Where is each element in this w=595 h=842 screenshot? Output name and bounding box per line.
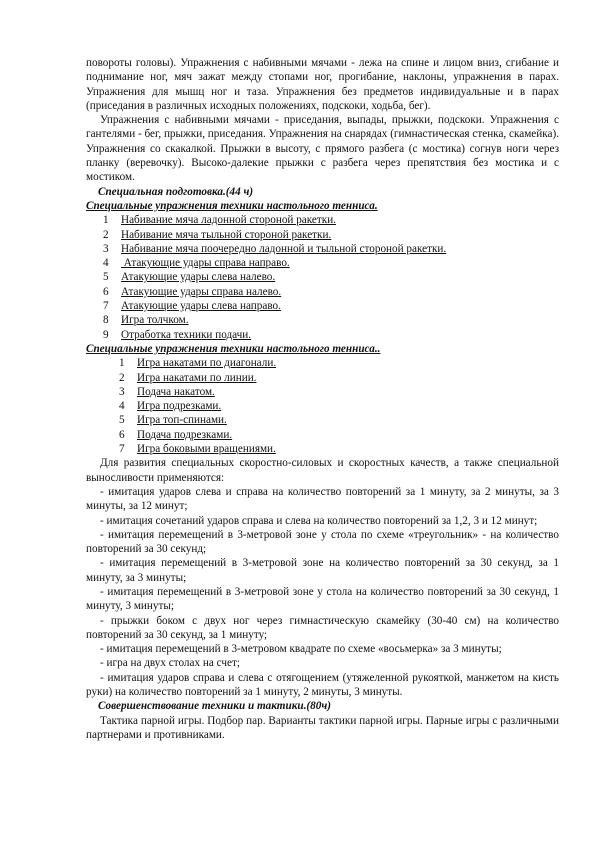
bullet-item: - имитация ударов справа и слева с отягощением (утяжеленной рукояткой, манжетом на кисть руки) на количество повторений за 1 минуту, 2 минуты, 3 минуты.: [86, 671, 559, 699]
list-number: 5: [119, 414, 125, 427]
list-text: Атакующие удары слева налево.: [121, 271, 276, 284]
bullet-item: - имитация перемещений в 3-метровой зоне у стола на количество повторений за 30 секунд, 1 минуту, 3 минуты;: [86, 585, 559, 613]
list-text: Игра накатами по линии.: [137, 371, 257, 384]
list-item: [86, 270, 559, 284]
bullet-item: - имитация сочетаний ударов справа и слева на количество повторений за 1,2, 3 и 12 минут;: [100, 514, 538, 527]
list-text: Отработка техники подачи.: [121, 328, 252, 341]
list2-title: Специальные упражнения техники настольного тенниса..: [86, 342, 381, 355]
bullet-item: - имитация перемещений в 3-метровой зоне у стола по схеме «треугольник» - на количество повторений за 30 секунд;: [86, 528, 559, 556]
list-text: Атакующие удары справа направо.: [121, 257, 290, 270]
paragraph-tactics: Тактика парной игры. Подбор пар. Варианты тактики парной игры. Парные игры с различными партнерами и противниками.: [86, 714, 559, 741]
bullet-item: - игра на двух столах на счет;: [100, 657, 240, 670]
list-item: [86, 385, 559, 399]
paragraph-general-1: повороты головы). Упражнения с набивными мячами - лежа на спине и лицом вниз, сгибание и поднимание ног, мяч зажат между стопами ног, прогибание, наклоны, упражнения в парах. Упражнения для мышц ног и таза. Упражнения без предметов индивидуальные и в парах (приседания в различных исходных положениях, подскоки, ходьба, бег).: [86, 57, 559, 112]
list-number: 2: [119, 371, 125, 384]
list-text: Игра толчком.: [121, 314, 189, 327]
list-number: 1: [119, 357, 125, 370]
paragraph-general-2: Упражнения с набивными мячами - приседания, выпады, прыжки, подскоки. Упражнения с гантелями - бег, прыжки, приседания. Упражнения на снарядах (гимнастическая стенка, скамейка). Упражнения со скакалкой. Прыжки в высоту, с прямого разбега (с мостика) согнув ноги через планку (веревочку). Высоко-далекие прыжки с разбега через препятствия без мостика и с мостиком.: [86, 114, 559, 184]
list-item: [86, 399, 559, 413]
list-number: 6: [119, 428, 125, 441]
list-item: [86, 328, 559, 342]
list-number: 4: [119, 400, 125, 413]
list-item: [86, 442, 559, 456]
list-text: Игра подрезками.: [137, 400, 222, 413]
list-text: Атакующие удары слева направо.: [121, 300, 281, 313]
list-number: 2: [103, 228, 109, 241]
list-number: 1: [103, 214, 109, 227]
list-item: [86, 299, 559, 313]
special-training-heading: Специальная подготовка.(44 ч): [98, 185, 254, 198]
list2: [86, 356, 559, 456]
list-text: Игра боковыми вращениями.: [137, 443, 276, 456]
list-number: 3: [103, 242, 109, 255]
list-text: Набивание мяча ладонной стороной ракетки.: [121, 214, 337, 227]
list-number: 7: [103, 300, 109, 313]
tactics-heading: Совершенствование техники и тактики.(80ч): [98, 700, 331, 713]
list-number: 7: [119, 443, 125, 456]
list-number: 5: [103, 271, 109, 284]
list1-title: Специальные упражнения техники настольного тенниса.: [86, 199, 378, 212]
list-text: Подача подрезками.: [137, 428, 233, 441]
list-item: [86, 256, 559, 270]
list-item: [86, 313, 559, 327]
list-number: 6: [103, 285, 109, 298]
list-number: 4: [103, 257, 109, 270]
list-text: Набивание мяча тыльной стороной ракетки.: [121, 228, 332, 241]
list-item: [86, 242, 559, 256]
list-text: Набивание мяча поочередно ладонной и тыльной стороной ракетки.: [121, 242, 447, 255]
list-item: [86, 213, 559, 227]
list-item: [86, 413, 559, 427]
document-page: [86, 56, 559, 742]
list-item: [86, 285, 559, 299]
list-item: [86, 428, 559, 442]
list-item: [86, 356, 559, 370]
list-number: 3: [119, 385, 125, 398]
list-text: Атакующие удары справа налево.: [121, 285, 282, 298]
list-item: [86, 371, 559, 385]
list-number: 9: [103, 328, 109, 341]
list-number: 8: [103, 314, 109, 327]
bullet-item: - имитация перемещений в 3-метровом квадрате по схеме «восьмерка» за 3 минуты;: [100, 643, 502, 656]
list-text: Игра топ-спинами.: [137, 414, 227, 427]
bullet-item: - прыжки боком с двух ног через гимнастическую скамейку (30-40 см) на количество повторений за 30 секунд, за 1 минуту;: [86, 614, 559, 641]
list-item: [86, 228, 559, 242]
list-text: Игра накатами по диагонали.: [137, 357, 277, 370]
list1: [86, 213, 559, 342]
bullet-item: - имитация перемещений в 3-метровой зоне на количество повторений за 30 секунд, за 1 минуту, за 3 минуты;: [86, 557, 559, 584]
list-text: Подача накатом.: [137, 385, 215, 398]
bullet-item: - имитация ударов слева и справа на количество повторений за 1 минуту, за 2 минуты, за 3 минуты, за 12 минут;: [86, 485, 559, 513]
paragraph-intro: Для развития специальных скоростно-силовых и скоростных качеств, а также специальной выносливости применяются:: [86, 457, 559, 484]
